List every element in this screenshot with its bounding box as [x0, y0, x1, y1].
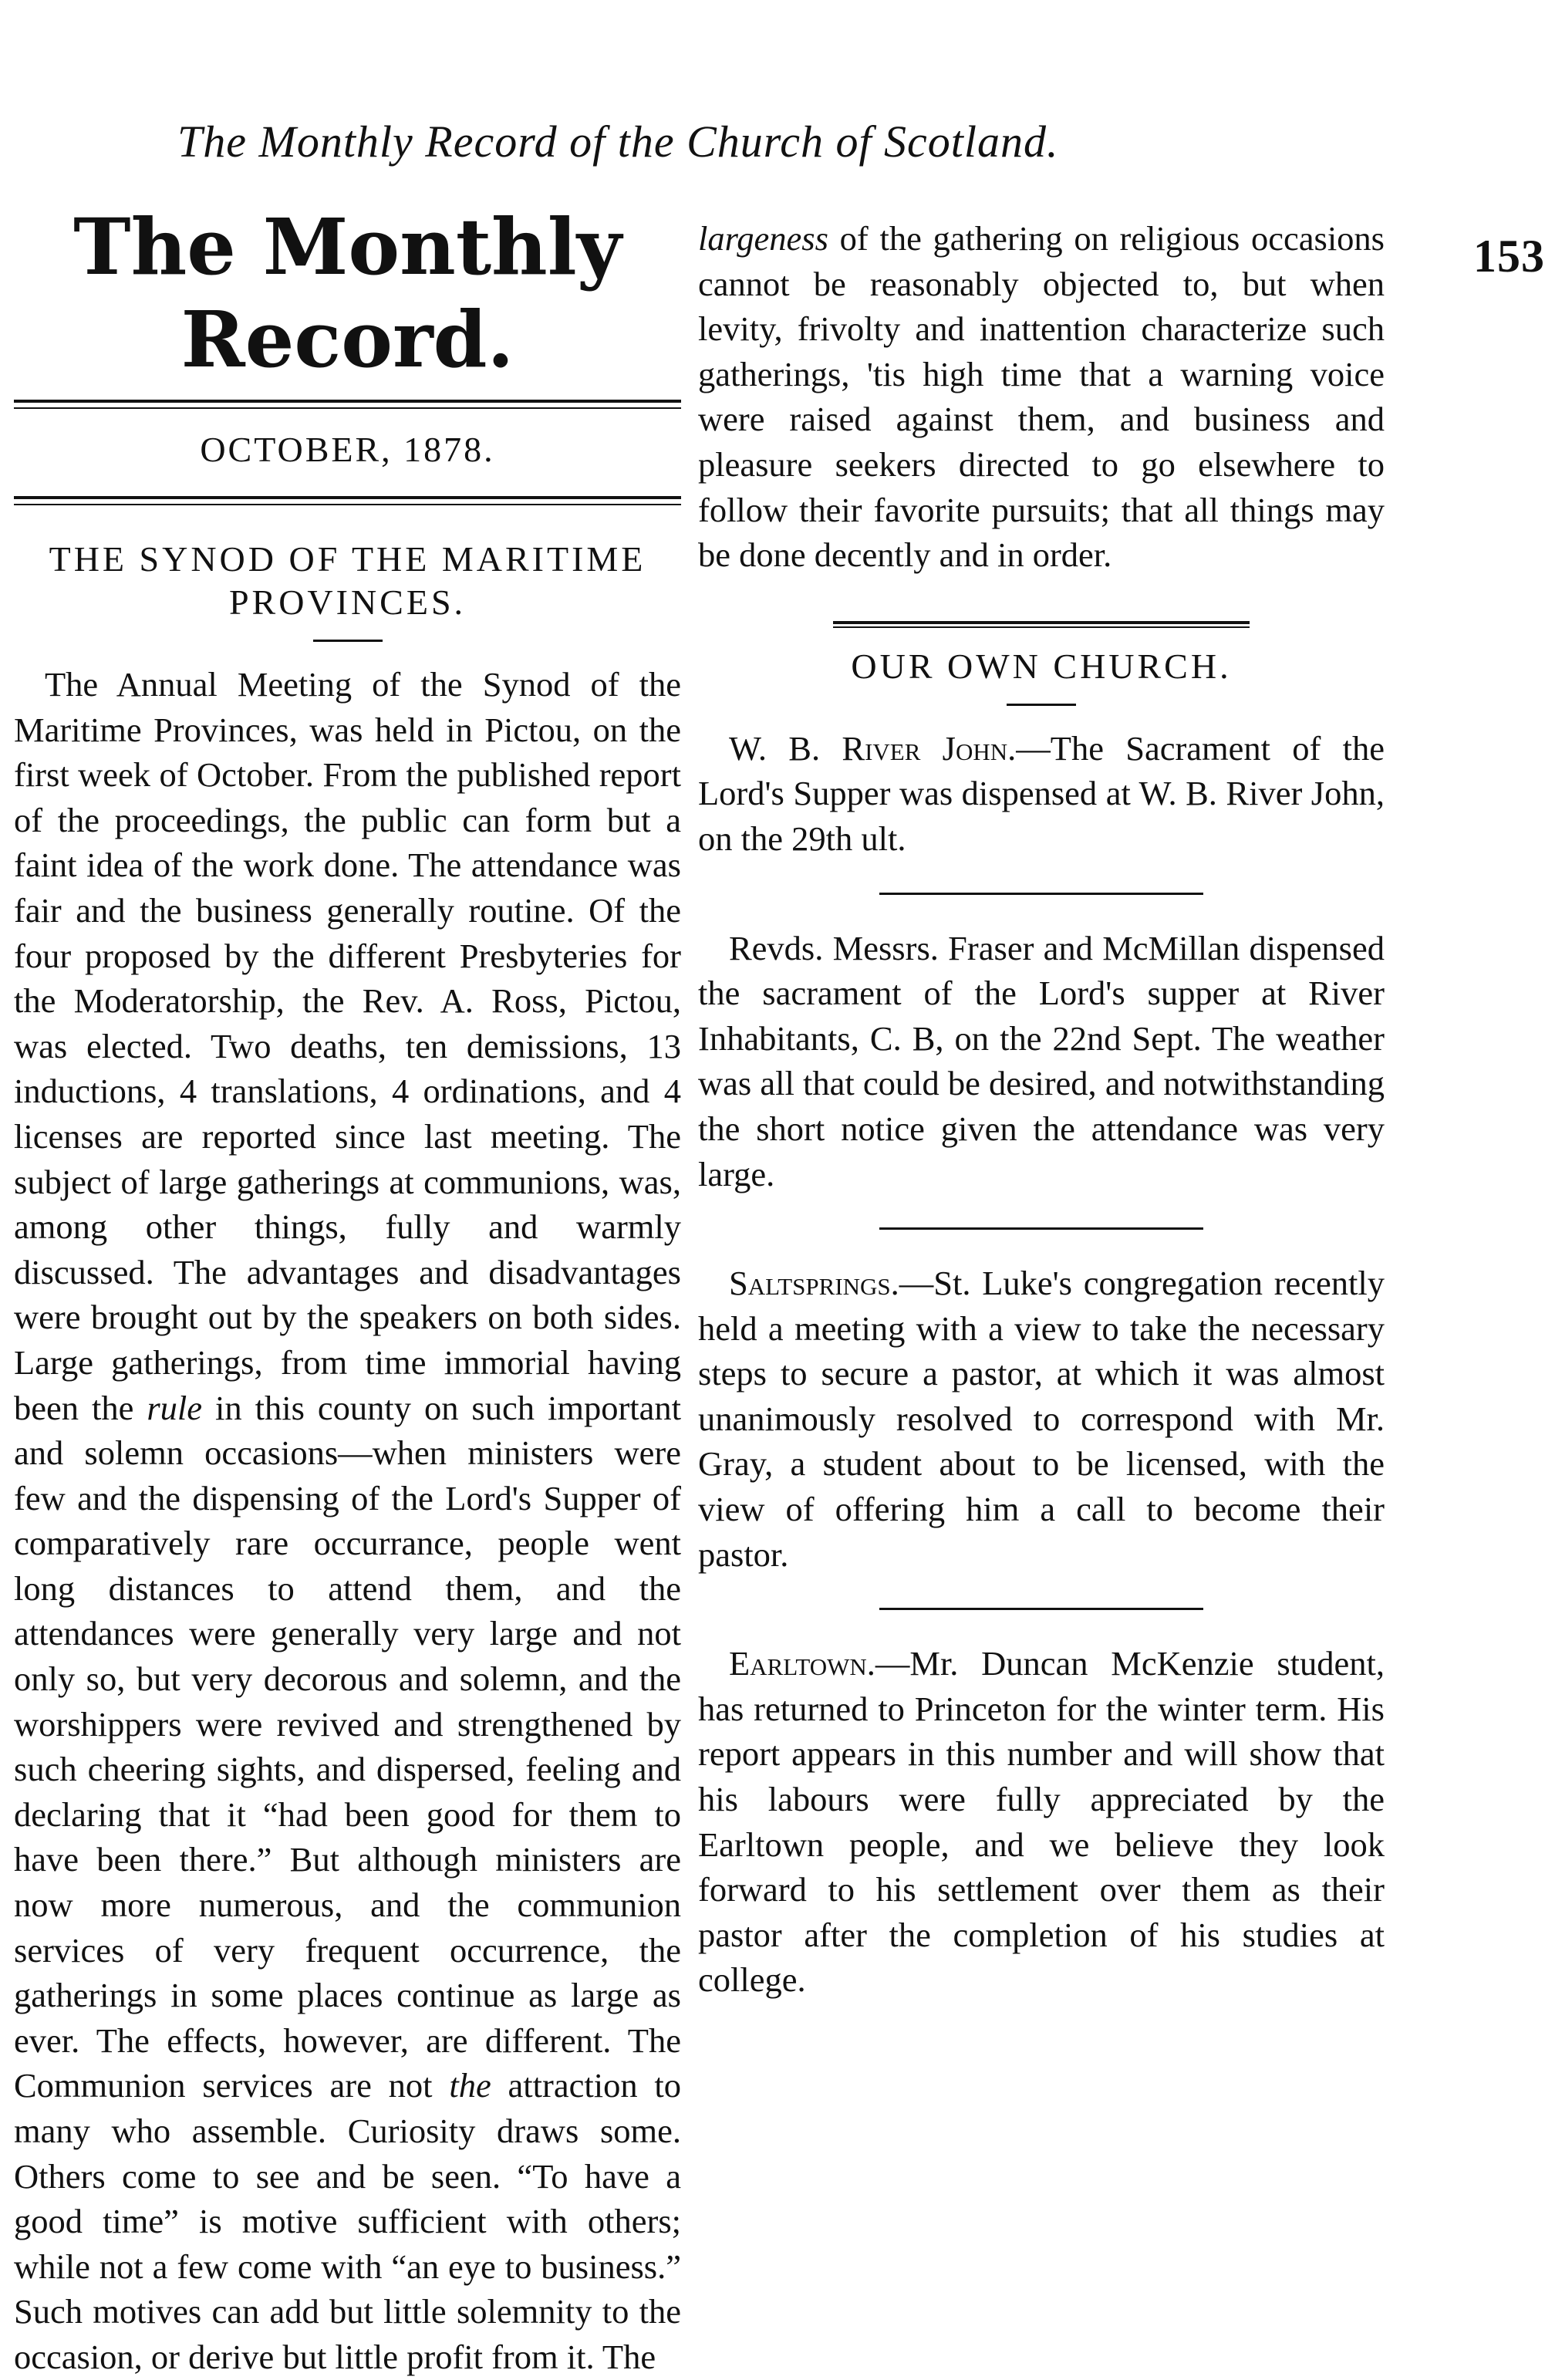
section-rule — [833, 621, 1250, 628]
synod-text-2: in this county on such important and solemn occasions—when ministers were few and the dispensing of the Lord's Supper of comparatively rare occurrance, people went long distances to attend them, and the attendances were generally very large and not only so, but very decorous and solemn, and the worshippers were revived and strengthened by such cheering sights, and dispersed, feeling and declaring that it “had been good for them to have been there.” But although ministers are now more numerous, and the communion services of very frequent occurrence, the gatherings in some places continue as large as ever. The effects, however, are different. The Communion services are not — [14, 1388, 681, 2105]
left-column — [14, 201, 681, 2380]
news-text: Revds. Messrs. Fraser and McMillan dispensed the sacrament of the Lord's supper at River Inhabitants, C. B, on the 22nd Sept. The weather was all that could be desired, and notwithstanding the short notice given the attendance was very large. — [698, 928, 1385, 1193]
synod-heading: THE SYNOD OF THE MARITIME PROVINCES. — [49, 539, 646, 622]
issue-date: OCTOBER, 1878. — [200, 430, 495, 469]
synod-text-1: The Annual Meeting of the Synod of the Maritime Provinces, was held in Pictou, on the first week of October. From the published report of the proceedings, the public can form but a faint idea of the work done. The attendance was fair and the business generally routine. Of the four proposed by the different Presbyteries for the Moderatorship, the Rev. A. Ross, Pictou, was elected. Two deaths, ten demissions, 13 inductions, 4 translations, 4 ordinations, and 4 licenses are reported since last meeting. The subject of large gatherings at communions, was, among other things, fully and warmly discussed. The advantages and disadvantages were brought out by the speakers on both sides. Large gatherings, from time immorial having been the — [14, 665, 681, 1427]
masthead-title: The Monthly Record. — [73, 201, 622, 385]
synod-emphasis-2: the — [449, 2066, 491, 2105]
synod-text-4: of the gathering on religious occasions cannot be reasonably objected to, but when levity, frivolty and inattention characterize such gatherings, 'tis high time that a warning voice were raised against them, and business and pleasure seekers directed to go elsewhere to follow their favorite pursuits; that all things may be done decently and in order. — [698, 219, 1385, 575]
news-lead: W. B. River John. — [729, 728, 1017, 768]
own-church-heading: OUR OWN CHURCH. — [851, 646, 1232, 686]
news-text: —Mr. Duncan McKenzie student, has returned to Princeton for the winter term. His report appears in this number and will show that his labours were fully appreciated by the Earltown people, and we believe they look forward to his settlement over them as their pastor after the completion of his studies at college. — [698, 1644, 1385, 2000]
item-divider — [879, 1608, 1203, 1610]
news-item-saltsprings — [698, 1261, 1385, 1577]
item-divider — [879, 893, 1203, 895]
news-item-river-john — [698, 726, 1385, 862]
synod-paragraph — [14, 662, 681, 2380]
news-item-earltown — [698, 1641, 1385, 2003]
news-lead: Saltsprings. — [729, 1264, 899, 1303]
page-number: 153 — [1473, 231, 1545, 282]
date-rule — [14, 496, 681, 505]
synod-emphasis-1: rule — [147, 1388, 203, 1427]
news-lead: Earltown. — [729, 1644, 875, 1683]
item-divider — [879, 1227, 1203, 1230]
masthead-rule — [14, 400, 681, 409]
synod-emphasis-3: largeness — [698, 219, 828, 258]
synod-heading-rule — [313, 640, 383, 642]
synod-text-3: attraction to many who assemble. Curiosity draws some. Others come to see and be seen. “To have a good time” is motive sufficient with others; while not a few come with “an eye to business.” Such motives can add but little solemnity to the occasion, or derive but little profit from it. The — [14, 2066, 682, 2376]
news-item-river-inhabitants — [698, 926, 1385, 1197]
synod-paragraph-continued — [698, 216, 1385, 578]
news-text: —St. Luke's congregation recently held a meeting with a view to take the necessary steps to secure a pastor, at which it was almost unanimously resolved to correspond with Mr. Gray, a student about to be licensed, with the view of offering him a call to become their pastor. — [698, 1264, 1385, 1574]
news-text: —The Sacrament of the Lord's Supper was dispensed at W. B. River John, on the 29th ult. — [698, 728, 1385, 858]
own-church-heading-rule — [1007, 704, 1076, 706]
running-title: The Monthly Record of the Church of Scotland. — [177, 116, 1059, 167]
right-column — [698, 201, 1385, 2003]
